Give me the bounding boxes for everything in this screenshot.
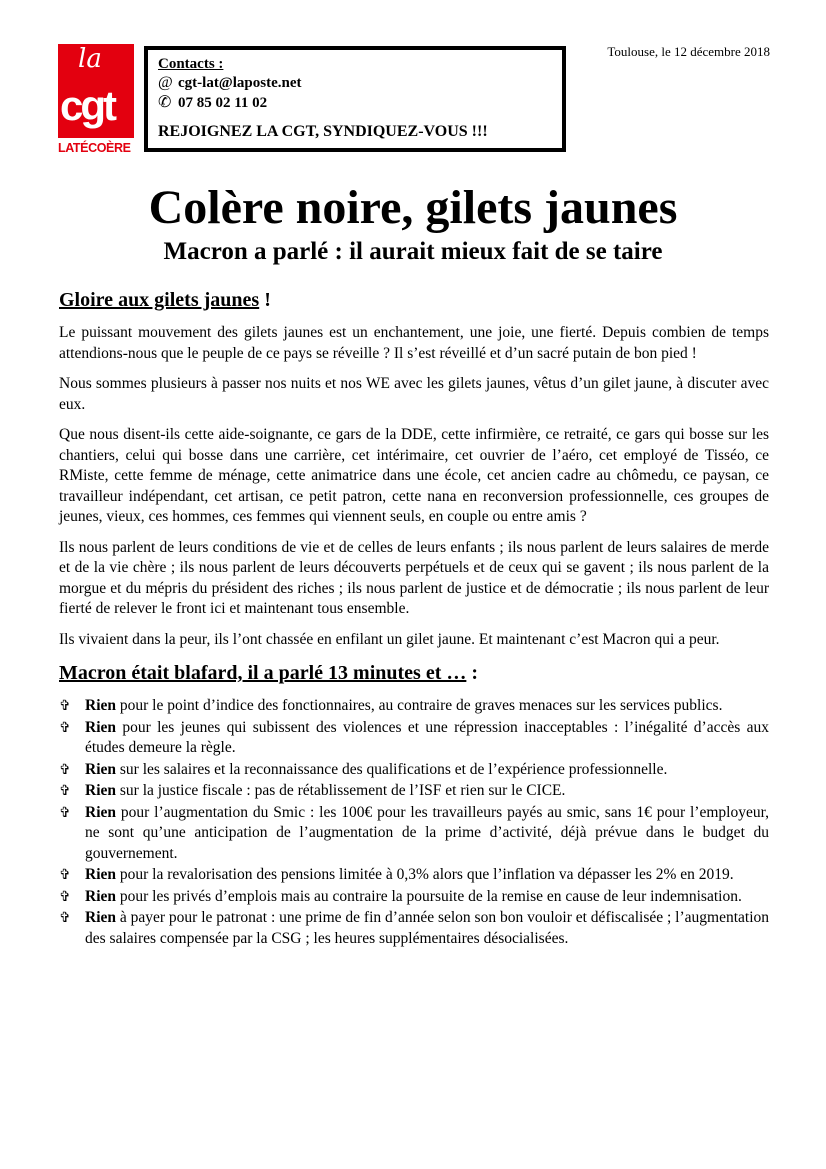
cross-bullet-icon: ✞ [59, 804, 71, 821]
cross-bullet-icon: ✞ [59, 867, 71, 883]
section-heading-macron-text: Macron était blafard, il a parlé 13 minutes et … [59, 662, 467, 684]
cgt-logo-red-box [58, 44, 134, 138]
list-item [59, 908, 769, 949]
list-item-text: pour la revalorisation des pensions limitée à 0,3% alors que l’inflation va dépasser les 2% en 2019. [116, 866, 734, 883]
section-heading-gloire-suffix: ! [259, 289, 271, 311]
document-date: Toulouse, le 12 décembre 2018 [607, 44, 770, 59]
list-item-text: à payer pour le patronat : une prime de fin d’année selon son bon vouloir et défiscalisée ; l’augmentation des salaires compensée par la CSG ; les heures supplémentaires désocialisées. [85, 909, 769, 947]
list-item [59, 887, 769, 908]
list-item-text: sur les salaires et la reconnaissance des qualifications et de l’expérience professionnelle. [116, 760, 668, 778]
cross-bullet-icon: ✞ [59, 888, 71, 905]
logo-cgt-text: cgt [60, 82, 114, 129]
list-item-bold: Rien [85, 718, 116, 736]
rien-list [59, 696, 769, 949]
list-item-bold: Rien [85, 887, 116, 905]
list-item [59, 803, 769, 865]
list-item [59, 781, 769, 802]
cross-bullet-icon: ✞ [59, 910, 71, 926]
section-heading-macron [59, 660, 769, 686]
list-item-text: sur la justice fiscale : pas de rétablissement de l’ISF et rien sur le CICE. [116, 782, 566, 799]
main-content [59, 287, 769, 950]
list-item [59, 760, 769, 781]
paragraph: Ils nous parlent de leurs conditions de vie et de celles de leurs enfants ; ils nous parlent de leurs salaires de merde et de la vie chère ; ils nous parlent de leurs découverts perpétuels et de ceux qui se gavent ; ils nous parlent de la morgue et du mépris du président des riches ; ils nous parlent de justice et de démocratie ; ils nous parlent de leur fierté de relever le front ici et maintenant tous ensemble. [59, 538, 769, 617]
contact-email[interactable]: cgt-lat@laposte.net [178, 75, 302, 91]
paragraph: Le puissant mouvement des gilets jaunes est un enchantement, une joie, une fierté. Depuis combien de temps attendions-nous que le peuple de ce pays se réveille ? Il s’est réveillé et d’un sacré putain de bon pied ! [59, 324, 769, 362]
list-item-text: pour le point d’indice des fonctionnaires, au contraire de graves menaces sur les services publics. [116, 697, 723, 714]
section-heading-gloire-text: Gloire aux gilets jaunes [59, 289, 260, 311]
list-item [59, 865, 769, 886]
logo-la-text: la [78, 44, 102, 74]
list-item-bold: Rien [85, 909, 116, 926]
list-item [59, 718, 769, 759]
section-heading-macron-suffix: : [466, 662, 479, 684]
section-heading-gloire [59, 287, 769, 313]
phone-icon: ✆ [158, 94, 172, 111]
cross-bullet-icon: ✞ [59, 761, 71, 778]
list-item-bold: Rien [85, 697, 116, 714]
page-subtitle: Macron a parlé : il aurait mieux fait de se taire [163, 238, 663, 265]
paragraph: Que nous disent-ils cette aide-soignante, ce gars de la DDE, cette infirmière, ce retraité, ce gars qui bosse sur les chantiers, celui qui bosse dans une carrière, cet intérimaire, cet ouvrier de l’aéro, cet employé de Tisséo, ce RMiste, cette femme de ménage, cette animatrice dans une école, cet ancien cadre au chômedu, ce paysan, ce travailleur indépendant, cet artisan, ce petit patron, cette nana en reconversion professionnelle, ces groupes de jeunes, vieux, ces hommes, ces femmes qui viennent seuls, en couple ou entre amis ? [59, 426, 769, 525]
list-item [59, 696, 769, 717]
at-icon: @ [158, 74, 173, 91]
paragraph: Ils vivaient dans la peur, ils l’ont chassée en enfilant un gilet jaune. Et maintenant c’est Macron qui a peur. [59, 630, 720, 648]
list-item-text: pour les privés d’emplois mais au contraire la poursuite de la remise en cause de leur indemnisation. [116, 887, 742, 905]
logo-subtitle: LATÉCOÈRE [58, 141, 131, 155]
list-item-bold: Rien [85, 866, 116, 883]
list-item-text: pour l’augmentation du Smic : les 100€ pour les travailleurs payés au smic, sans 1€ pour l’employeur, ne sont qu’une anticipation de l’augmentation de la prime d’activité, déjà prévue dans le budget du gouvernement. [85, 803, 769, 862]
cgt-logo [58, 44, 134, 159]
list-item-bold: Rien [85, 803, 116, 821]
list-item-text: pour les jeunes qui subissent des violences et une répression inacceptables : l’inégalité d’accès aux études demeure la règle. [85, 718, 769, 756]
page-title: Colère noire, gilets jaunes [148, 181, 678, 234]
contact-phone[interactable]: 07 85 02 11 02 [178, 95, 268, 111]
contact-title: Contacts : [158, 56, 224, 72]
list-item-bold: Rien [85, 760, 116, 778]
list-item-bold: Rien [85, 782, 116, 799]
paragraph: Nous sommes plusieurs à passer nos nuits et nos WE avec les gilets jaunes, vêtus d’un gilet jaune, à discuter avec eux. [59, 375, 769, 413]
cross-bullet-icon: ✞ [59, 698, 71, 714]
contact-email-line [158, 73, 552, 93]
cross-bullet-icon: ✞ [59, 783, 71, 799]
join-slogan: REJOIGNEZ LA CGT, SYNDIQUEZ-VOUS !!! [158, 123, 488, 140]
contact-box [144, 46, 566, 152]
contact-phone-line [158, 93, 552, 113]
cross-bullet-icon: ✞ [59, 719, 71, 736]
